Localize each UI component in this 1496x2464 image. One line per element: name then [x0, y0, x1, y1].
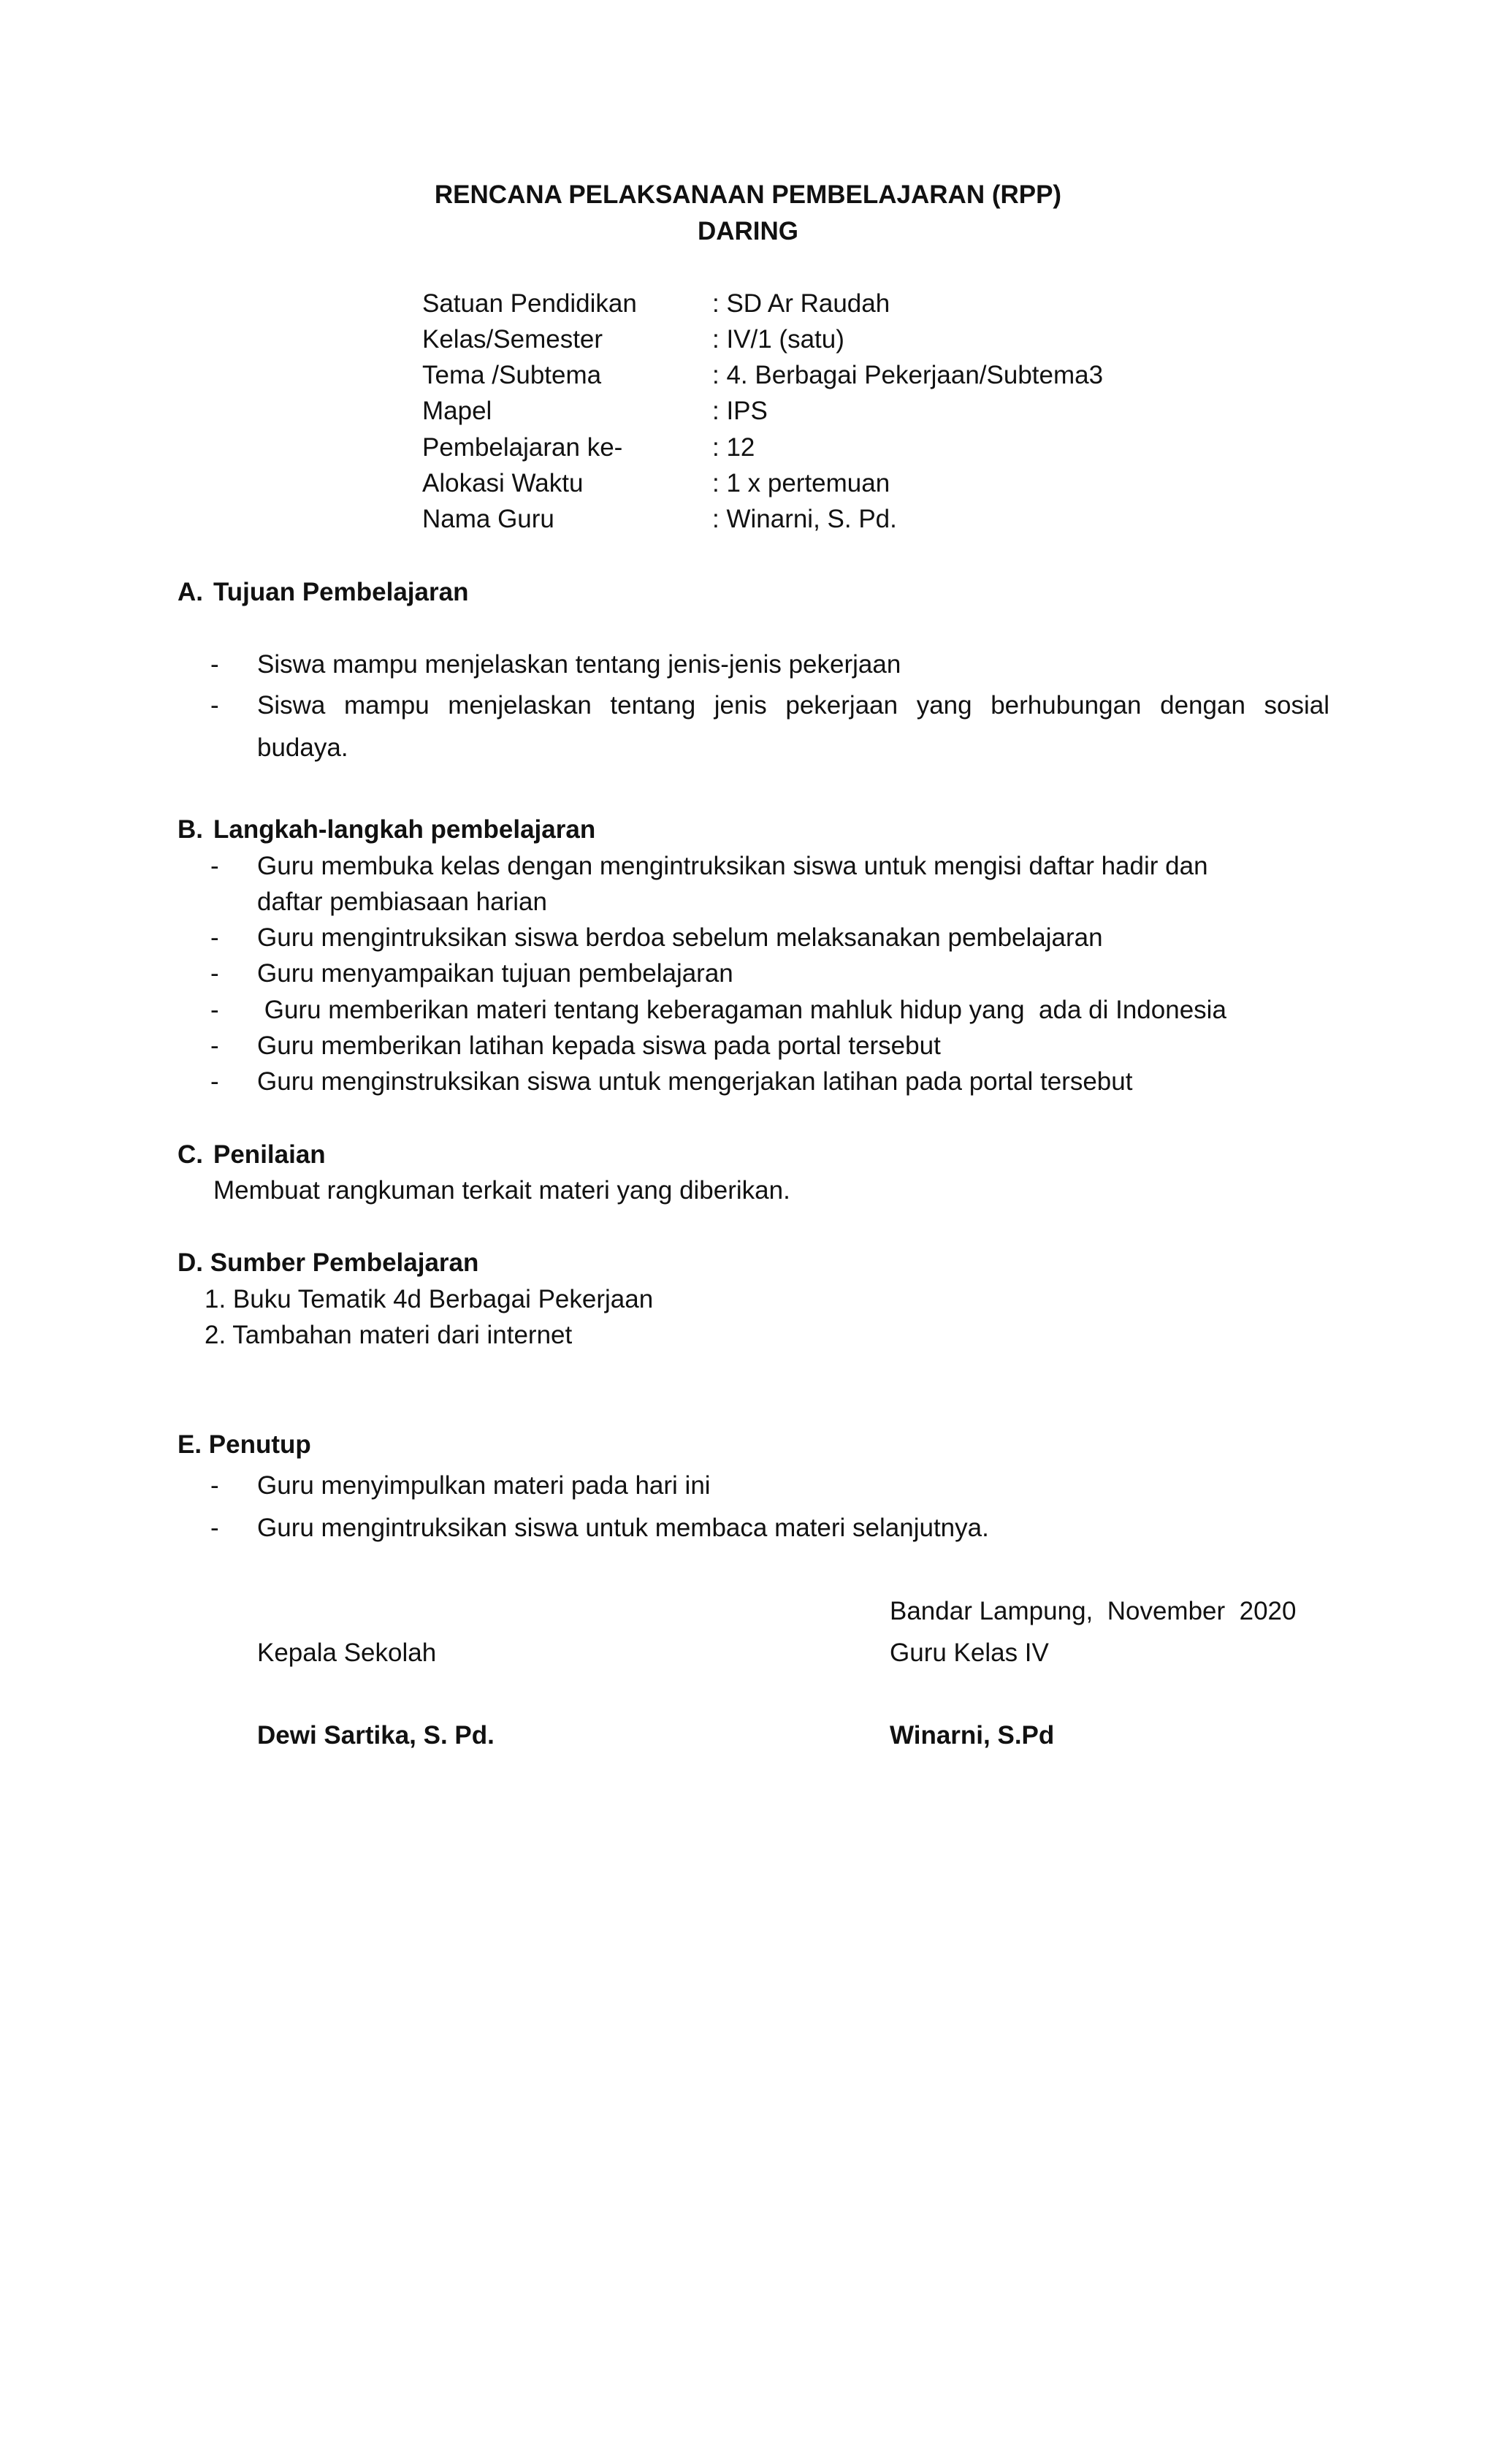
- info-value-guru: : Winarni, S. Pd.: [712, 505, 897, 533]
- info-label-mapel: Mapel: [422, 397, 492, 425]
- place-date: Bandar Lampung, November 2020: [890, 1597, 1297, 1625]
- document-subtitle: DARING: [697, 217, 799, 245]
- section-c-text: Membuat rangkuman terkait materi yang diberikan.: [213, 1176, 790, 1205]
- list-item: 2. Tambahan materi dari internet: [205, 1321, 573, 1349]
- info-value-tema: : 4. Berbagai Pekerjaan/Subtema3: [712, 361, 1104, 389]
- info-value-pembelajaran: : 12: [712, 433, 755, 462]
- list-item: Guru memberikan materi tentang keberagaman mahluk hidup yang ada di Indonesia: [257, 996, 1226, 1024]
- section-a-heading: Tujuan Pembelajaran: [213, 578, 469, 606]
- list-bullet: -: [210, 1031, 219, 1060]
- list-item: Siswa mampu menjelaskan tentang jenis-jenis pekerjaan: [257, 650, 901, 679]
- list-bullet: -: [210, 1514, 219, 1542]
- list-item: Guru menyimpulkan materi pada hari ini: [257, 1471, 711, 1500]
- list-bullet: -: [210, 691, 219, 720]
- document-title: RENCANA PELAKSANAAN PEMBELAJARAN (RPP): [434, 180, 1062, 209]
- left-signatory-name: Dewi Sartika, S. Pd.: [257, 1721, 495, 1750]
- list-bullet: -: [210, 996, 219, 1024]
- list-item: Guru mengintruksikan siswa untuk membaca materi selanjutnya.: [257, 1514, 989, 1542]
- list-bullet: -: [210, 852, 219, 880]
- list-item: Siswa mampu menjelaskan tentang jenis pekerjaan yang berhubungan dengan sosial: [257, 691, 1329, 720]
- info-value-satuan: : SD Ar Raudah: [712, 289, 890, 318]
- list-bullet: -: [210, 650, 219, 679]
- list-item: Guru memberikan latihan kepada siswa pada portal tersebut: [257, 1031, 941, 1060]
- info-label-pembelajaran: Pembelajaran ke-: [422, 433, 623, 462]
- section-c-heading: Penilaian: [213, 1140, 326, 1169]
- info-label-satuan: Satuan Pendidikan: [422, 289, 637, 318]
- section-e-heading: E. Penutup: [178, 1430, 311, 1459]
- right-signatory-role: Guru Kelas IV: [890, 1639, 1049, 1667]
- section-d-heading: D. Sumber Pembelajaran: [178, 1248, 479, 1277]
- section-a-letter: A.: [178, 578, 203, 606]
- info-value-mapel: : IPS: [712, 397, 768, 425]
- list-bullet: -: [210, 959, 219, 988]
- list-item: Guru menginstruksikan siswa untuk mengerjakan latihan pada portal tersebut: [257, 1067, 1133, 1096]
- info-label-tema: Tema /Subtema: [422, 361, 602, 389]
- list-bullet: -: [210, 1067, 219, 1096]
- list-item-continuation: budaya.: [257, 733, 348, 762]
- section-b-heading: Langkah-langkah pembelajaran: [213, 815, 596, 844]
- list-bullet: -: [210, 923, 219, 952]
- list-item: Guru membuka kelas dengan mengintruksikan siswa untuk mengisi daftar hadir dan: [257, 852, 1208, 880]
- right-signatory-name: Winarni, S.Pd: [890, 1721, 1055, 1750]
- info-label-kelas: Kelas/Semester: [422, 325, 603, 354]
- section-c-letter: C.: [178, 1140, 203, 1169]
- list-bullet: -: [210, 1471, 219, 1500]
- list-item: Guru mengintruksikan siswa berdoa sebelum melaksanakan pembelajaran: [257, 923, 1103, 952]
- info-label-alokasi: Alokasi Waktu: [422, 469, 584, 497]
- list-item-continuation: daftar pembiasaan harian: [257, 888, 547, 916]
- info-value-kelas: : IV/1 (satu): [712, 325, 844, 354]
- info-value-alokasi: : 1 x pertemuan: [712, 469, 890, 497]
- left-signatory-role: Kepala Sekolah: [257, 1639, 437, 1667]
- list-item: Guru menyampaikan tujuan pembelajaran: [257, 959, 733, 988]
- section-b-letter: B.: [178, 815, 203, 844]
- info-label-guru: Nama Guru: [422, 505, 554, 533]
- list-item: 1. Buku Tematik 4d Berbagai Pekerjaan: [205, 1285, 654, 1313]
